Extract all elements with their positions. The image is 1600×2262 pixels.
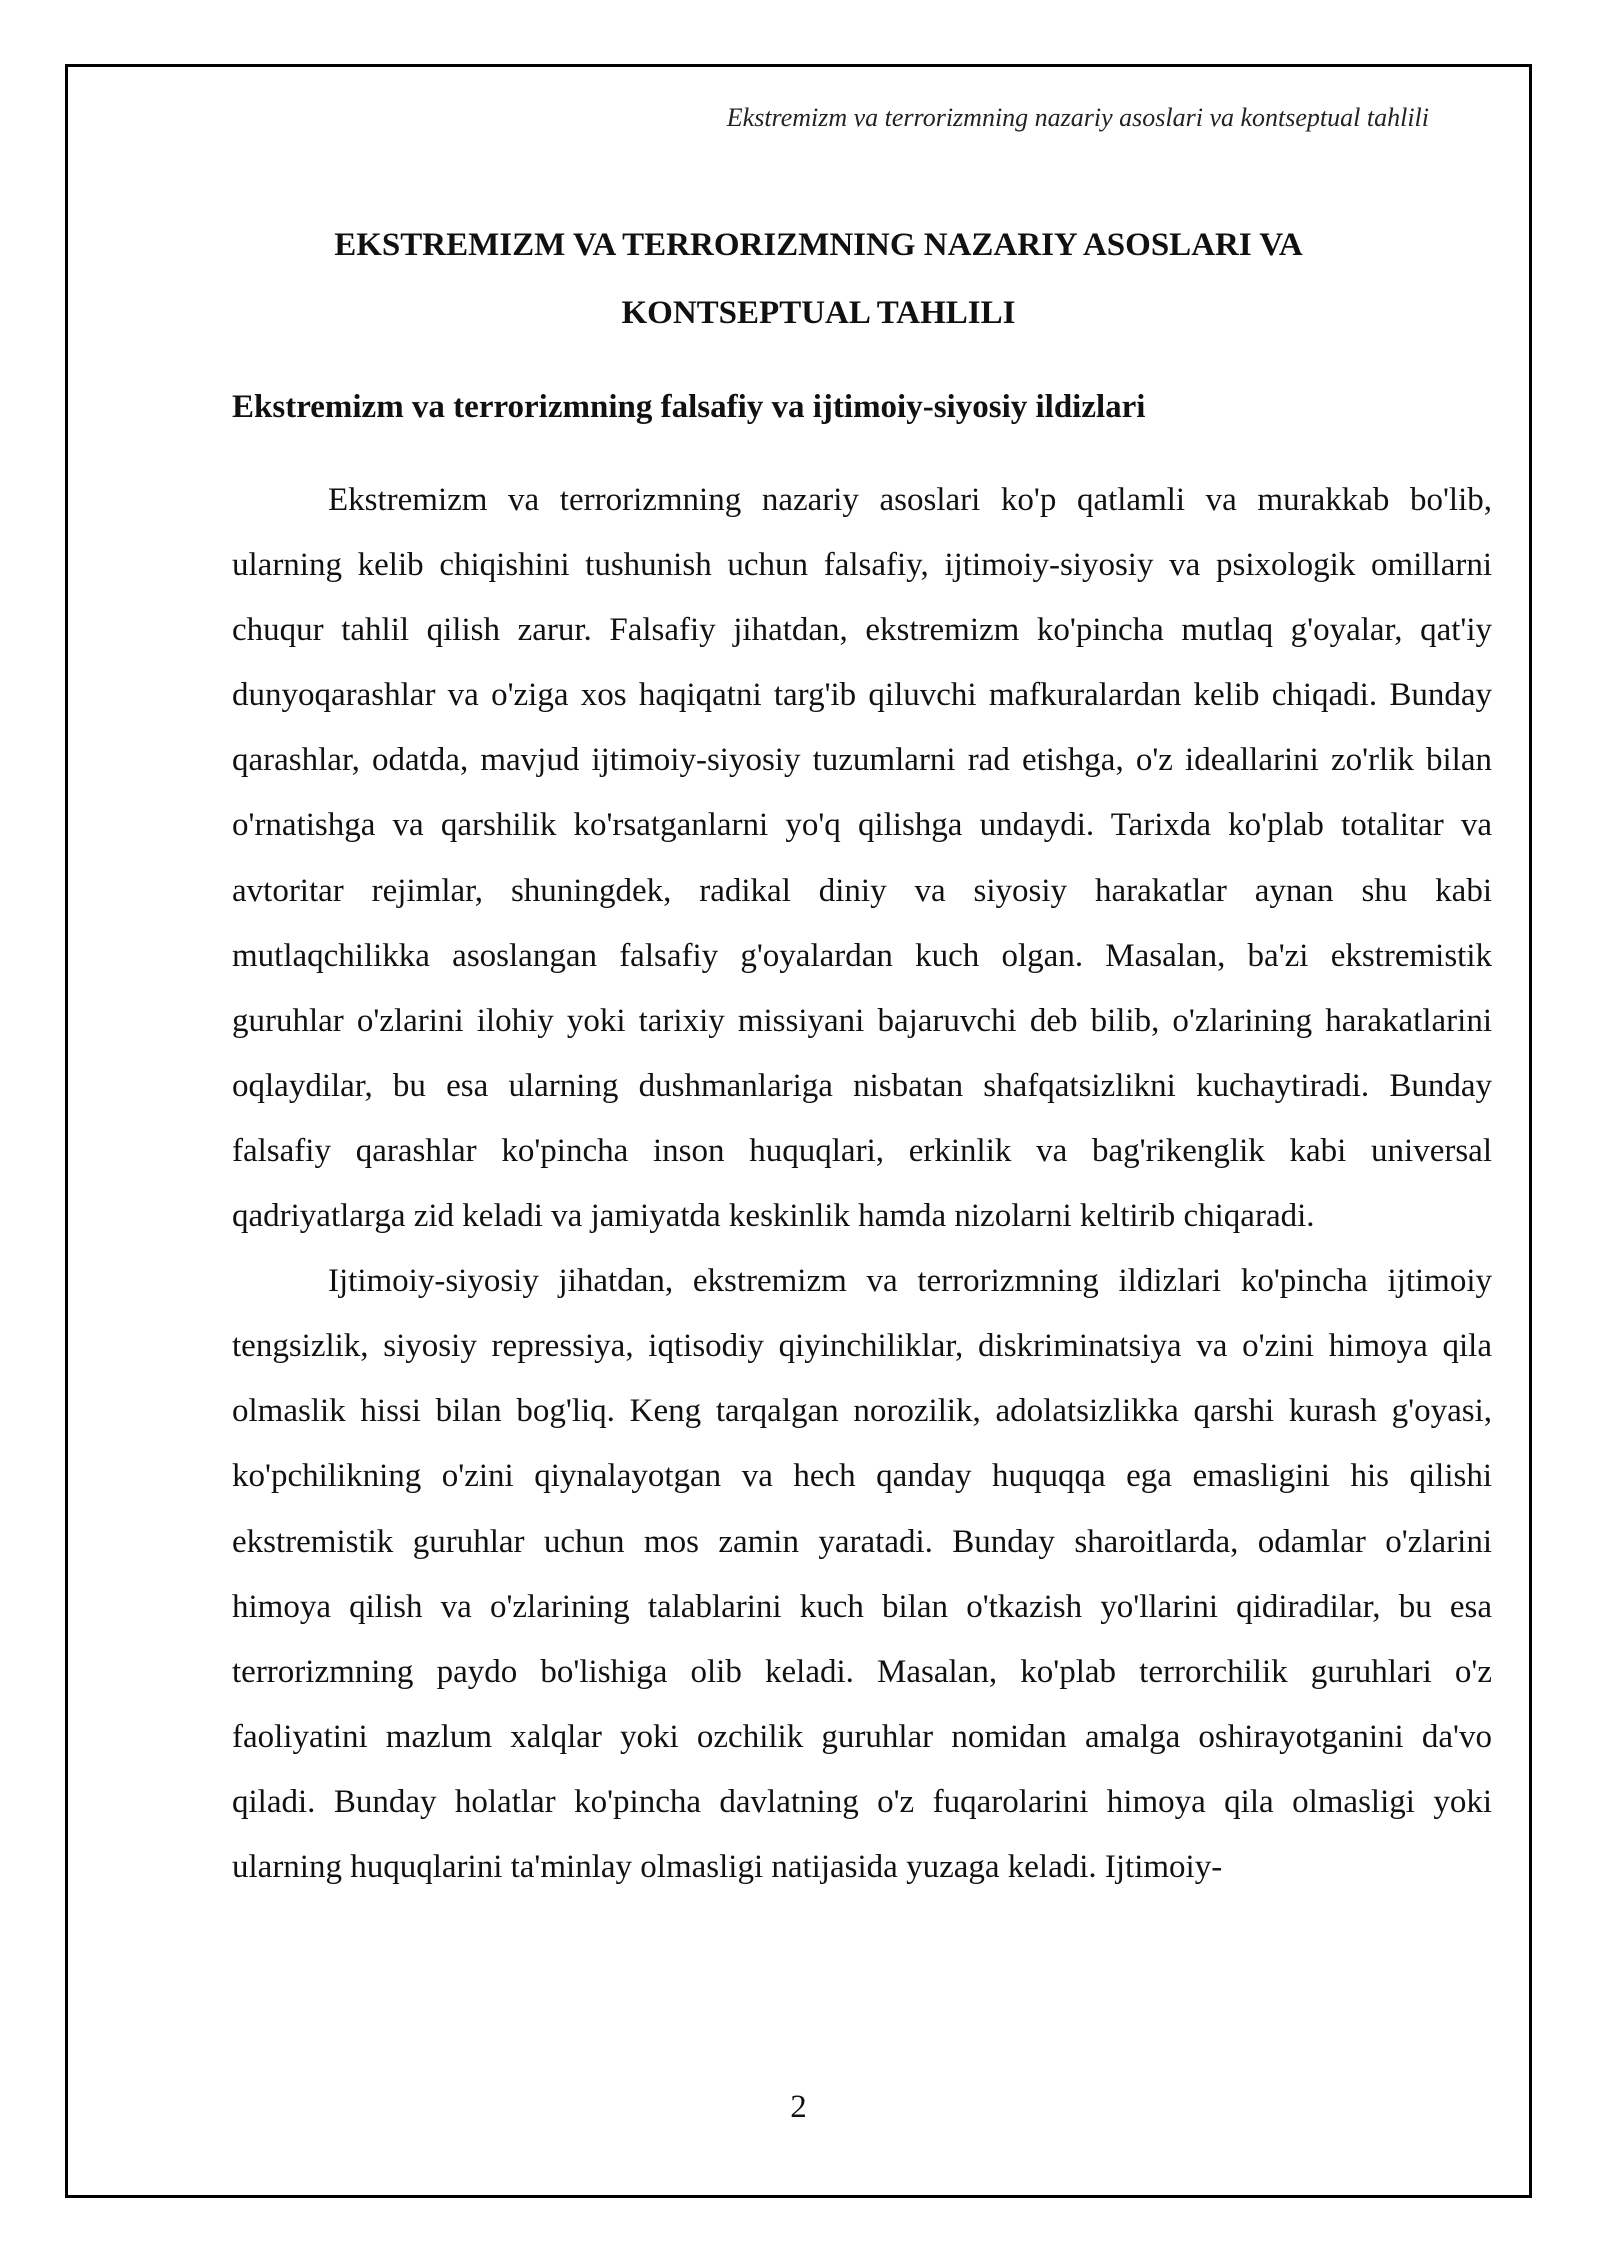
- page-title-line-2: KONTSEPTUAL TAHLILI: [621, 295, 1016, 331]
- section-heading: Ekstremizm va terrorizmning falsafiy va ijtimoiy-siyosiy ildizlari: [232, 389, 1146, 425]
- paragraph-2: Ijtimoiy-siyosiy jihatdan, ekstremizm va terrorizmning ildizlari ko'pincha ijtimoiy tengsizlik, siyosiy repressiya, iqtisodiy qiyinchiliklar, diskriminatsiya va o'zini himoya qila olmaslik hissi bilan bog'liq. Keng tarqalgan norozilik, adolatsizlikka qarshi kurash g'oyasi, ko'pchilikning o'zini qiynalayotgan va hech qanday huquqqa ega emasligini his qilishi ekstremistik guruhlar uchun mos zamin yaratadi. Bunday sharoitlarda, odamlar o'zlarini himoya qilish va o'zlarining talablarini kuch bilan o'tkazish yo'llarini qidiradilar, bu esa terrorizmning paydo bo'lishiga olib keladi. Masalan, ko'plab terrorchilik guruhlari o'z faoliyatini mazlum xalqlar yoki ozchilik guruhlar nomidan amalga oshirayotganini da'vo qiladi. Bunday holatlar ko'pincha davlatning o'z fuqarolarini himoya qila olmasligi yoki ularning huquqlarini ta'minlay olmasligi natijasida yuzaga keladi. Ijtimoiy-: [232, 1263, 1492, 1885]
- running-header: Ekstremizm va terrorizmning nazariy asoslari va kontseptual tahlili: [726, 103, 1429, 132]
- page-title-line-1: EKSTREMIZM VA TERRORIZMNING NAZARIY ASOSLARI VA: [334, 227, 1303, 263]
- page-frame: [65, 64, 1532, 2198]
- paragraph-1: Ekstremizm va terrorizmning nazariy asoslari ko'p qatlamli va murakkab bo'lib, ularning kelib chiqishini tushunish uchun falsafiy, ijtimoiy-siyosiy va psixologik omillarni chuqur tahlil qilish zarur. Falsafiy jihatdan, ekstremizm ko'pincha mutlaq g'oyalar, qat'iy dunyoqarashlar va o'ziga xos haqiqatni targ'ib qiluvchi mafkuralardan kelib chiqadi. Bunday qarashlar, odatda, mavjud ijtimoiy-siyosiy tuzumlarni rad etishga, o'z ideallarini zo'rlik bilan o'rnatishga va qarshilik ko'rsatganlarni yo'q qilishga undaydi. Tarixda ko'plab totalitar va avtoritar rejimlar, shuningdek, radikal diniy va siyosiy harakatlar aynan shu kabi mutlaqchilikka asoslangan falsafiy g'oyalardan kuch olgan. Masalan, ba'zi ekstremistik guruhlar o'zlarini ilohiy yoki tarixiy missiyani bajaruvchi deb bilib, o'zlarining harakatlarini oqlaydilar, bu esa ularning dushmanlariga nisbatan shafqatsizlikni kuchaytiradi. Bunday falsafiy qarashlar ko'pincha inson huquqlari, erkinlik va bag'rikenglik kabi universal qadriyatlarga zid keladi va jamiyatda keskinlik hamda nizolarni keltirib chiqaradi.: [232, 482, 1492, 1235]
- page-number: 2: [790, 2089, 807, 2125]
- page-title: [228, 211, 1409, 347]
- body-text: [232, 468, 1492, 1900]
